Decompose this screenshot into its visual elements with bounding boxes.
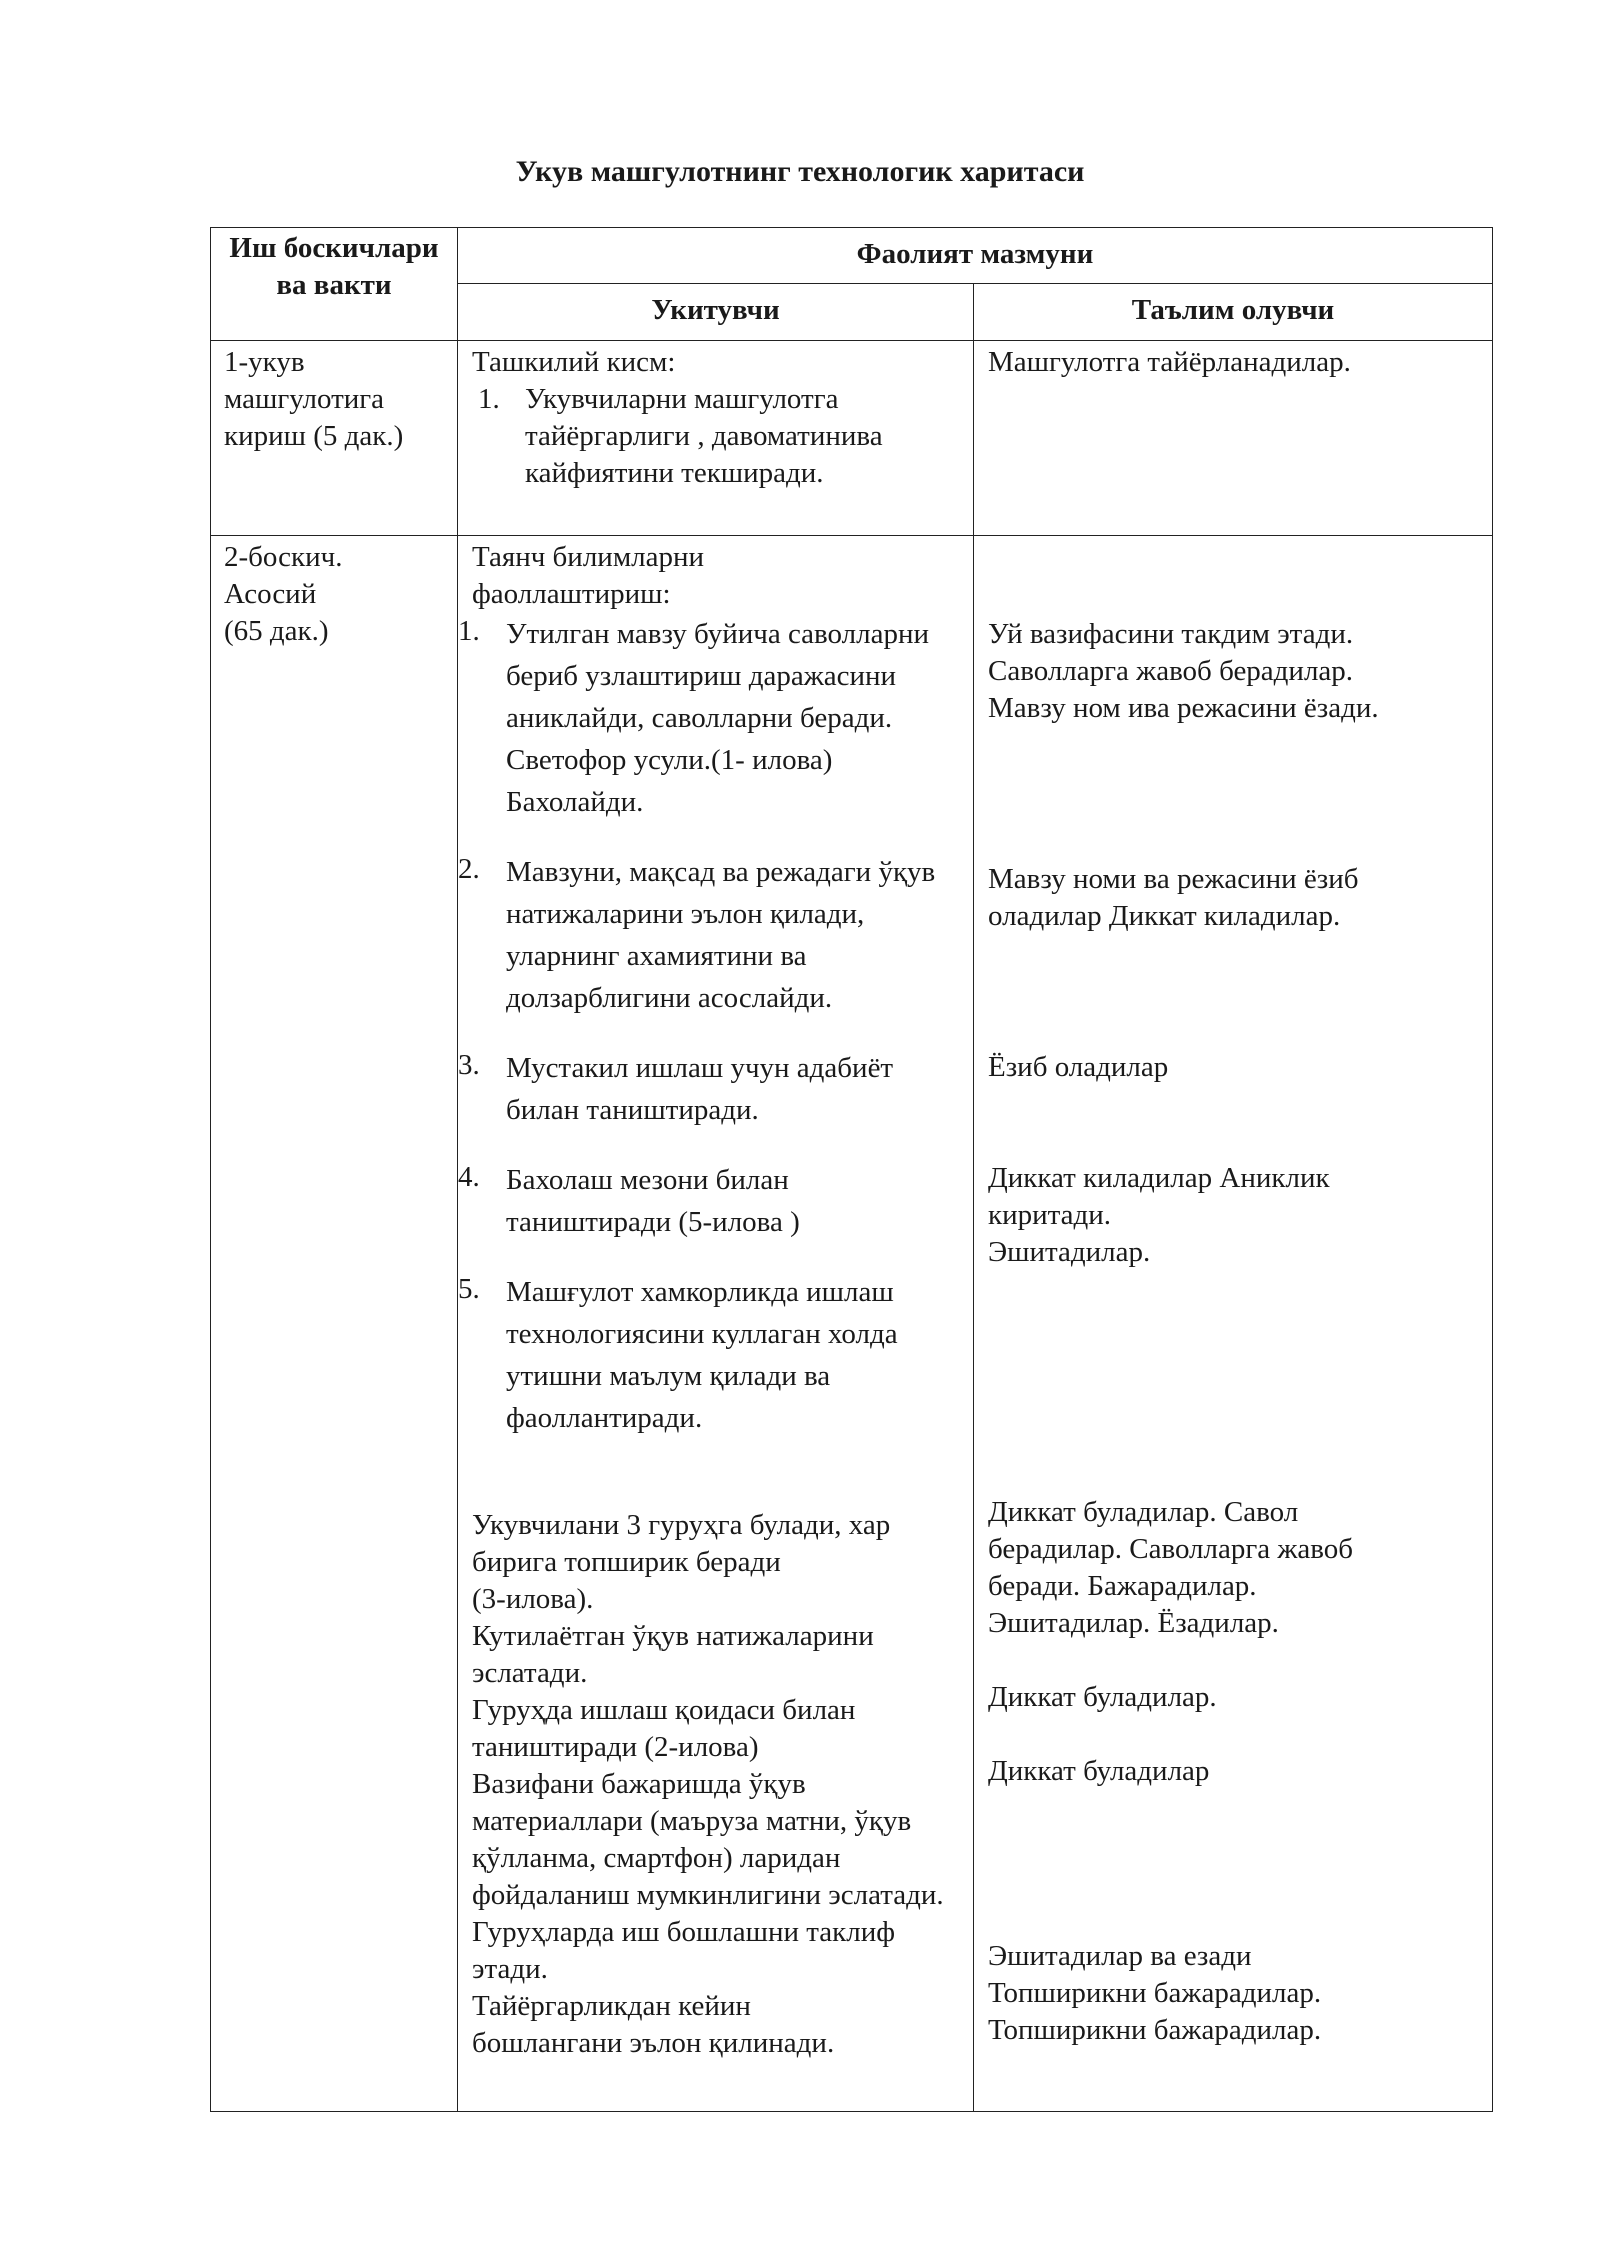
row1-teacher-intro: Ташкилий кисм:	[472, 346, 676, 378]
row1-learner: Машгулотга тайёрланадилар.	[974, 341, 1493, 536]
header-activity: Фаолият мазмуни	[458, 228, 1493, 284]
row1-teacher-list	[472, 381, 961, 492]
row2-stage-line: Асосий	[224, 578, 317, 610]
learner-line: Диккат буладилар	[988, 1755, 1210, 1787]
teacher-paragraph: (3-илова).	[472, 1583, 594, 1615]
list-item-number: 5.	[458, 1273, 480, 1305]
list-item-number: 2.	[458, 853, 480, 885]
header-learner: Таълим олувчи	[974, 284, 1493, 341]
list-item-text: Укувчиларни машгулотга тайёргарлиги , давоматинива кайфиятини текширади.	[525, 383, 883, 489]
row1-stage: 1-укув машгулотига кириш (5 дак.)	[211, 341, 458, 536]
teacher-paragraph: Тайёргарликдан кейин бошлангани эълон қилинади.	[472, 1990, 835, 2059]
list-item-text: Машғулот хамкорликда ишлаш технологиясини куллаган холда утишни маълум қилади ва фаоллантиради.	[506, 1276, 898, 1434]
row2-stage-line: (65 дак.)	[224, 615, 329, 647]
list-item-number: 1.	[458, 615, 480, 647]
list-item	[458, 1047, 965, 1131]
technology-map-table	[210, 227, 1493, 2112]
learner-line: Саволларга жавоб берадилар.	[988, 655, 1354, 687]
list-item-number: 1.	[478, 383, 500, 415]
list-item	[458, 1271, 965, 1439]
learner-line: Топширикни бажарадилар.	[988, 2014, 1322, 2046]
row2-learner	[974, 536, 1493, 2112]
list-item-number: 3.	[458, 1049, 480, 1081]
header-stage: Иш боскичлари ва вакти	[211, 228, 458, 341]
row2-teacher	[458, 536, 974, 2112]
row2-stage	[211, 536, 458, 2112]
list-item	[458, 1159, 965, 1243]
list-item-text: Мустакил ишлаш учун адабиёт билан таништиради.	[506, 1052, 894, 1126]
row2-teacher-list	[458, 613, 965, 1439]
list-item-text: Бахолаш мезони билан таништиради (5-илова )	[506, 1164, 800, 1238]
learner-line: Мавзу номи ва режасини ёзиб оладилар Диккат киладилар.	[988, 863, 1359, 932]
list-item-text: Мавзуни, мақсад ва режадаги ўқув натижаларини эълон қилади, уларнинг ахамиятини ва долзарблигини асослайди.	[506, 856, 936, 1014]
learner-line: Мавзу ном ива режасини ёзади.	[988, 692, 1379, 724]
row1-teacher	[458, 341, 974, 536]
list-item-text: Утилган мавзу буйича саволларни бериб узлаштириш даражасини аниклайди, саволларни беради. Светофор усули.(1- илова) Бахолайди.	[506, 618, 930, 818]
list-item	[458, 613, 965, 823]
list-item-number: 4.	[458, 1161, 480, 1193]
teacher-paragraph: Кутилаётган ўқув натижаларини эслатади.	[472, 1620, 874, 1689]
page-title: Укув машгулотнинг технологик харитаси	[515, 155, 1085, 188]
learner-line: Диккат буладилар. Савол берадилар. Саволларга жавоб беради. Бажарадилар.	[988, 1496, 1354, 1602]
row2-stage-line: 2-боскич.	[224, 541, 343, 573]
learner-line: Диккат буладилар.	[988, 1681, 1217, 1713]
learner-line: Уй вазифасини такдим этади.	[988, 618, 1354, 650]
learner-line: Эшитадилар.	[988, 1236, 1151, 1268]
learner-line: Ёзиб оладилар	[988, 1051, 1169, 1083]
teacher-paragraph: Гуруҳда ишлаш қоидаси билан таништиради (2-илова)	[472, 1694, 856, 1763]
learner-line: Диккат киладилар Аниклик киритади.	[988, 1162, 1330, 1231]
teacher-paragraph: Вазифани бажаришда ўқув материаллари (маъруза матни, ўқув қўлланма, смартфон) ларидан фойдаланиш мумкинлигини эслатади.	[472, 1768, 944, 1911]
row2-teacher-intro: Таянч билимларни фаоллаштириш:	[472, 541, 705, 610]
teacher-paragraph: Укувчилани 3 гуруҳга булади, хар бирига топширик беради	[472, 1509, 891, 1578]
row2-teacher-paragraphs	[458, 1507, 965, 2062]
header-teacher: Укитувчи	[458, 284, 974, 341]
learner-line: Эшитадилар ва езади	[988, 1940, 1252, 1972]
list-item	[458, 851, 965, 1019]
teacher-paragraph: Гуруҳларда иш бошлашни таклиф этади.	[472, 1916, 896, 1985]
list-item	[472, 381, 961, 492]
learner-line: Топширикни бажарадилар.	[988, 1977, 1322, 2009]
learner-line: Эшитадилар. Ёзадилар.	[988, 1607, 1279, 1639]
